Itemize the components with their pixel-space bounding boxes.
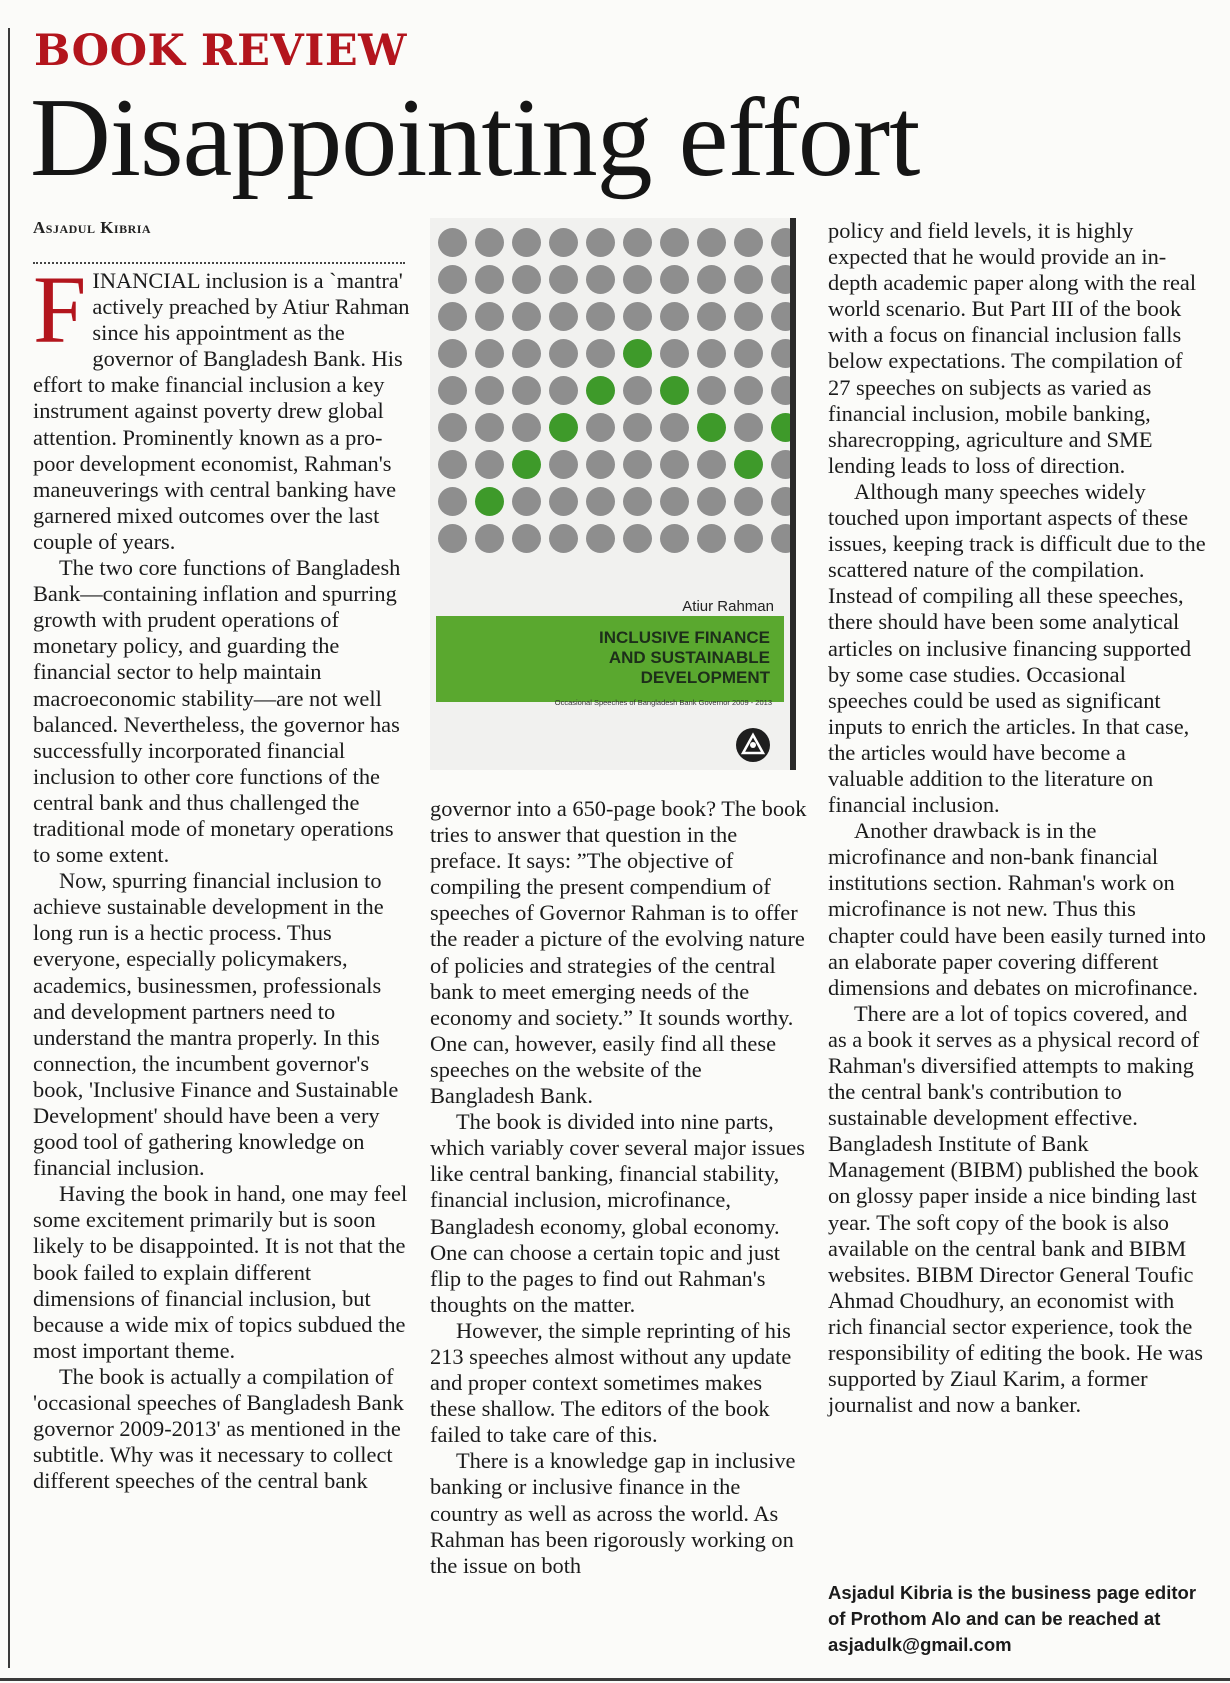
gray-dot bbox=[549, 302, 578, 331]
triangle-logo-icon bbox=[736, 728, 770, 762]
paragraph: However, the simple reprinting of his 213 speeches almost without any update and proper context sometimes makes these shallow. The editors of the book failed to take care of this. bbox=[430, 1317, 792, 1448]
paragraph: Having the book in hand, one may feel some excitement primarily but is soon likely to be disappointed. It is not that the book failed to explain different dimensions of financial inclusion, but because a wide mix of topics subdued the most important theme. bbox=[33, 1181, 408, 1363]
gray-dot bbox=[438, 487, 467, 516]
gray-dot bbox=[623, 487, 652, 516]
gray-dot bbox=[512, 265, 541, 294]
gray-dot bbox=[438, 339, 467, 368]
gray-dot bbox=[623, 302, 652, 331]
gray-dot bbox=[734, 376, 763, 405]
gray-dot bbox=[475, 376, 504, 405]
gray-dot bbox=[475, 450, 504, 479]
gray-dot bbox=[475, 302, 504, 331]
green-dot bbox=[623, 339, 652, 368]
cover-subtitle: Occasional Speeches of Bangladesh Bank Governor 2009 - 2013 bbox=[554, 698, 772, 707]
gray-dot bbox=[475, 265, 504, 294]
gray-dot bbox=[697, 376, 726, 405]
gray-dot bbox=[475, 228, 504, 257]
gray-dot bbox=[586, 413, 615, 442]
gray-dot bbox=[475, 339, 504, 368]
gray-dot bbox=[586, 228, 615, 257]
gray-dot bbox=[623, 450, 652, 479]
article-column-3 bbox=[828, 218, 1206, 1418]
gray-dot bbox=[734, 524, 763, 553]
cover-title: INCLUSIVE FINANCE AND SUSTAINABLE DEVELOPMENT bbox=[599, 628, 770, 687]
paragraph: Although many speeches widely touched upon important aspects of these issues, keeping track is difficult due to the scattered nature of the compilation. Instead of compiling all these speeches, there should have been some analytical articles on inclusive financing supported by some case studies. Occasional speeches could be used as significant inputs to enrich the articles. In that case, the articles would have become a valuable addition to the literature on financial inclusion. bbox=[828, 478, 1206, 818]
gray-dot bbox=[660, 339, 689, 368]
gray-dot bbox=[586, 487, 615, 516]
paragraph: The book is divided into nine parts, which variably cover several major issues like central banking, financial stability, financial inclusion, microfinance, Bangladesh economy, global economy. One can choose a certain topic and just flip to the pages to find out Rahman's thoughts on the matter. bbox=[430, 1109, 805, 1317]
gray-dot bbox=[512, 376, 541, 405]
paragraph: INANCIAL inclusion is a `mantra' actively preached by Atiur Rahman since his appointment as the governor of Bangladesh Bank. His effort to make financial inclusion a key instrument against poverty drew global attention. Prominently known as a pro-poor development economist, Rahman's maneuverings with central banking have garnered mixed outcomes over the last couple of years. bbox=[33, 268, 410, 554]
gray-dot bbox=[734, 302, 763, 331]
gray-dot bbox=[623, 265, 652, 294]
green-dot bbox=[512, 450, 541, 479]
bottom-rule bbox=[0, 1678, 1230, 1681]
gray-dot bbox=[623, 376, 652, 405]
gray-dot bbox=[623, 413, 652, 442]
gray-dot bbox=[697, 524, 726, 553]
gray-dot bbox=[512, 487, 541, 516]
gray-dot bbox=[734, 413, 763, 442]
gray-dot bbox=[697, 302, 726, 331]
gray-dot bbox=[734, 265, 763, 294]
cover-spine-shadow bbox=[790, 218, 796, 770]
paragraph: policy and field levels, it is highly expected that he would provide an in-depth academic paper along with the real world scenario. But Part III of the book with a focus on financial inclusion falls below expectations. The compilation of 27 speeches on subjects as varied as financial inclusion, mobile banking, sharecropping, agriculture and SME lending leads to loss of direction. bbox=[828, 218, 1197, 478]
gray-dot bbox=[660, 524, 689, 553]
green-dot bbox=[660, 376, 689, 405]
gray-dot bbox=[438, 302, 467, 331]
gray-dot bbox=[623, 228, 652, 257]
article-column-1 bbox=[33, 256, 415, 1494]
gray-dot bbox=[549, 339, 578, 368]
gray-dot bbox=[438, 413, 467, 442]
gray-dot bbox=[586, 450, 615, 479]
gray-dot bbox=[512, 302, 541, 331]
gray-dot bbox=[734, 339, 763, 368]
article-column-2 bbox=[430, 796, 808, 1579]
gray-dot bbox=[438, 450, 467, 479]
gray-dot bbox=[549, 376, 578, 405]
paragraph: Now, spurring financial inclusion to achieve sustainable development in the long run is a hectic process. Thus everyone, especially policymakers, academics, businessmen, professionals and development partners need to understand the mantra properly. In this connection, the incumbent governor's book, 'Inclusive Finance and Sustainable Development' should have been a very good tool of gathering knowledge on financial inclusion. bbox=[33, 868, 399, 1181]
green-dot bbox=[475, 487, 504, 516]
gray-dot bbox=[512, 413, 541, 442]
gray-dot bbox=[549, 487, 578, 516]
gray-dot bbox=[623, 524, 652, 553]
green-dot bbox=[549, 413, 578, 442]
gray-dot bbox=[512, 228, 541, 257]
left-rule bbox=[8, 28, 10, 1668]
cover-title-band bbox=[436, 616, 784, 702]
gray-dot bbox=[697, 228, 726, 257]
paragraph: governor into a 650-page book? The book tries to answer that question in the preface. It says: ”The objective of compiling the present compendium of speeches of Governor Rahman is to offer the reader a picture of the evolving nature of policies and strategies of the central bank to meet emerging needs of the economy and society.” It sounds worthy. One can, however, easily find all these speeches on the website of the Bangladesh Bank. bbox=[430, 796, 807, 1109]
gray-dot bbox=[586, 524, 615, 553]
gray-dot bbox=[660, 450, 689, 479]
drop-cap: F bbox=[33, 256, 87, 363]
gray-dot bbox=[734, 228, 763, 257]
gray-dot bbox=[549, 524, 578, 553]
gray-dot bbox=[660, 487, 689, 516]
green-dot bbox=[734, 450, 763, 479]
gray-dot bbox=[475, 524, 504, 553]
gray-dot bbox=[734, 487, 763, 516]
gray-dot bbox=[549, 450, 578, 479]
section-label: BOOK REVIEW bbox=[34, 26, 407, 76]
gray-dot bbox=[697, 339, 726, 368]
book-cover-image bbox=[430, 218, 796, 770]
gray-dot bbox=[549, 228, 578, 257]
gray-dot bbox=[660, 302, 689, 331]
gray-dot bbox=[697, 487, 726, 516]
author-note: Asjadul Kibria is the business page editor of Prothom Alo and can be reached at asjadulk@gmail.com bbox=[828, 1582, 1197, 1655]
gray-dot bbox=[475, 413, 504, 442]
gray-dot bbox=[512, 339, 541, 368]
gray-dot bbox=[512, 524, 541, 553]
paragraph: There is a knowledge gap in inclusive banking or inclusive finance in the country as well as across the world. As Rahman has been rigorously working on the issue on both bbox=[430, 1448, 796, 1578]
cover-author: Atiur Rahman bbox=[682, 598, 774, 615]
paragraph: Another drawback is in the microfinance and non-bank financial institutions section. Rahman's work on microfinance is not new. Thus this chapter could have been easily turned into an elaborate paper covering different dimensions and debates on microfinance. bbox=[828, 818, 1207, 1000]
gray-dot bbox=[660, 265, 689, 294]
gray-dot bbox=[438, 376, 467, 405]
paragraph: The book is actually a compilation of 'occasional speeches of Bangladesh Bank governor 2009-2013' as mentioned in the subtitle. Why was it necessary to collect different speeches of the central bank bbox=[33, 1363, 404, 1494]
gray-dot bbox=[438, 524, 467, 553]
paragraph: The two core functions of Bangladesh Bank—containing inflation and spurring growth with prudent operations of monetary policy, and guarding the financial sector to help maintain macroeconomic stability—are not well balanced. Nevertheless, the governor has successfully incorporated financial inclusion to other core functions of the central bank and thus challenged the traditional mode of monetary operations to some extent. bbox=[33, 555, 401, 868]
gray-dot bbox=[697, 265, 726, 294]
gray-dot bbox=[586, 302, 615, 331]
green-dot bbox=[586, 376, 615, 405]
byline-divider bbox=[33, 262, 405, 264]
gray-dot bbox=[586, 339, 615, 368]
gray-dot bbox=[660, 413, 689, 442]
gray-dot bbox=[438, 228, 467, 257]
gray-dot bbox=[586, 265, 615, 294]
byline: Asjadul Kibria bbox=[33, 218, 152, 237]
green-dot bbox=[697, 413, 726, 442]
headline: Disappointing effort bbox=[30, 76, 920, 200]
paragraph: There are a lot of topics covered, and as a book it serves as a physical record of Rahman's diversified attempts to making the central bank's contribution to sustainable development effective. Bangladesh Institute of Bank Management (BIBM) published the book on glossy paper inside a nice binding last year. The soft copy of the book is also available on the central bank and BIBM websites. BIBM Director General Toufic Ahmad Choudhury, an economist with rich financial sector experience, took the responsibility of editing the book. He was supported by Ziaul Karim, a former journalist and now a banker. bbox=[828, 1000, 1203, 1418]
gray-dot bbox=[660, 228, 689, 257]
gray-dot bbox=[438, 265, 467, 294]
gray-dot bbox=[697, 450, 726, 479]
gray-dot bbox=[549, 265, 578, 294]
